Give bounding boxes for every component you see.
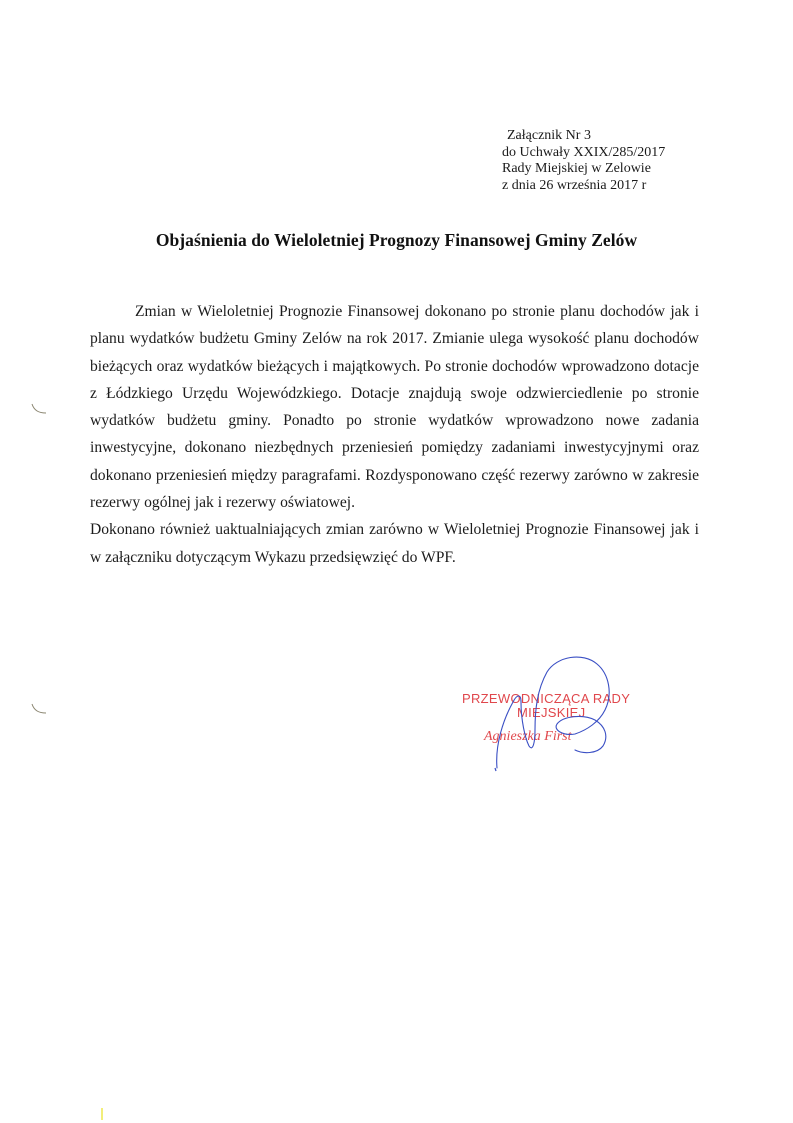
resolution-reference: do Uchwały XXIX/285/2017 — [502, 144, 666, 160]
document-body — [90, 298, 699, 571]
council-name: Rady Miejskiej w Zelowie — [502, 161, 651, 176]
resolution-date: z dnia 26 września 2017 r — [502, 177, 647, 193]
scan-artifact-icon — [30, 702, 50, 716]
official-stamp — [462, 692, 642, 745]
attachment-header — [502, 128, 665, 194]
body-paragraph-1: Zmian w Wieloletniej Prognozie Finansowej dokonano po stronie planu dochodów jak i planu wydatków budżetu Gminy Zelów na rok 2017. Zmianie ulega wysokość planu dochodów bieżących oraz wydatków bieżących i majątkowych. Po stronie dochodów wprowadzono dotacje z Łódzkiego Urzędu Wojewódzkiego. Dotacje znajdują swoje odzwierciedlenie po stronie wydatków budżetu gminy. Ponadto po stronie wydatków wprowadzono nowe zadania inwestycyjne, dokonano niezbędnych przeniesień pomiędzy zadaniami inwestycyjnymi oraz dokonano przeniesień między paragrafami. Rozdysponowano część rezerwy zarówno w zakresie rezerwy ogólnej jak i rezerwy oświatowej. — [90, 303, 699, 512]
body-paragraph-2: Dokonano również uaktualniających zmian zarówno w Wieloletniej Prognozie Finansowej jak i w załączniku dotyczącym Wykazu przedsięwzięć do WPF. — [90, 521, 699, 566]
attachment-number: Załącznik Nr 3 — [507, 128, 591, 143]
scan-artifact-icon — [30, 402, 50, 416]
stamp-role-line-1: PRZEWODNICZĄCA RADY — [462, 691, 631, 706]
stamp-role-line-2: MIEJSKIEJ — [517, 705, 586, 720]
document-title: Objaśnienia do Wieloletniej Prognozy Finansowej Gminy Zelów — [155, 230, 638, 250]
scan-artifact-mark — [101, 1108, 103, 1120]
stamp-signatory-name: Agnieszka First — [484, 729, 572, 744]
